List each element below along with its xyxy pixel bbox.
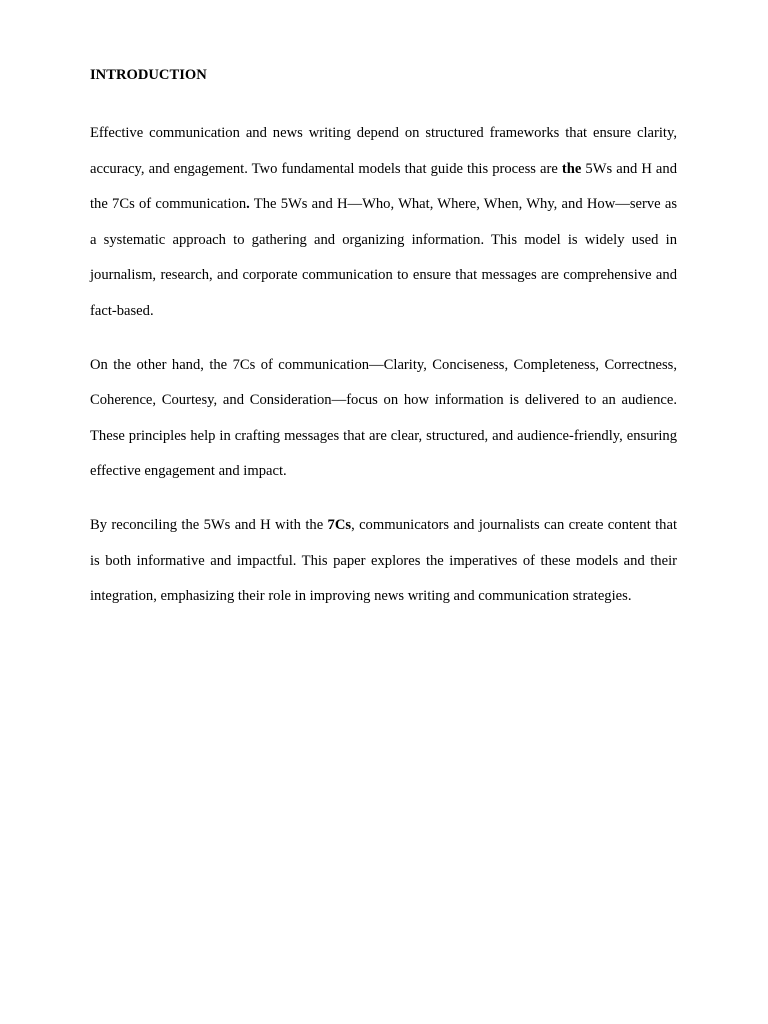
paragraph-bold-text: the xyxy=(561,160,582,177)
paragraph-text: , communicators and journalists can create content that is both informative and impactful. This paper explores the imperatives of these models and their integration, emphasizing their role in improving news writing and communication strategies. xyxy=(90,516,678,605)
paragraph-1 xyxy=(90,116,677,330)
paragraph-text: On the other hand, the 7Cs of communication—Clarity, Conciseness, Completeness, Correctness, Coherence, Courtesy, and Consideration—focus on how information is delivered to an audience. These principles help in crafting messages that are clear, structured, and audience-friendly, ensuring effective engagement and impact. xyxy=(90,356,677,480)
paragraph-text: By reconciling the 5Ws and H with the xyxy=(90,516,328,533)
paragraph-text: 5Ws and H and the 7Cs of communication xyxy=(90,160,678,213)
paragraph-bold-text: . xyxy=(246,196,250,213)
section-heading: INTRODUCTION xyxy=(90,67,207,83)
paragraph-text: The 5Ws and H—Who, What, Where, When, Why, and How—serve as a systematic approach to gathering and organizing information. This model is widely used in journalism, research, and corporate communication to ensure that messages are comprehensive and fact-based. xyxy=(90,196,677,319)
paragraph-bold-text: 7Cs xyxy=(327,516,352,533)
paragraph-2 xyxy=(90,348,677,490)
paragraph-text: Effective communication and news writing depend on structured frameworks that ensure clarity, accuracy, and engagement. Two fundamental models that guide this process are xyxy=(90,125,677,177)
paragraph-3 xyxy=(90,508,677,615)
document-page xyxy=(90,64,677,633)
